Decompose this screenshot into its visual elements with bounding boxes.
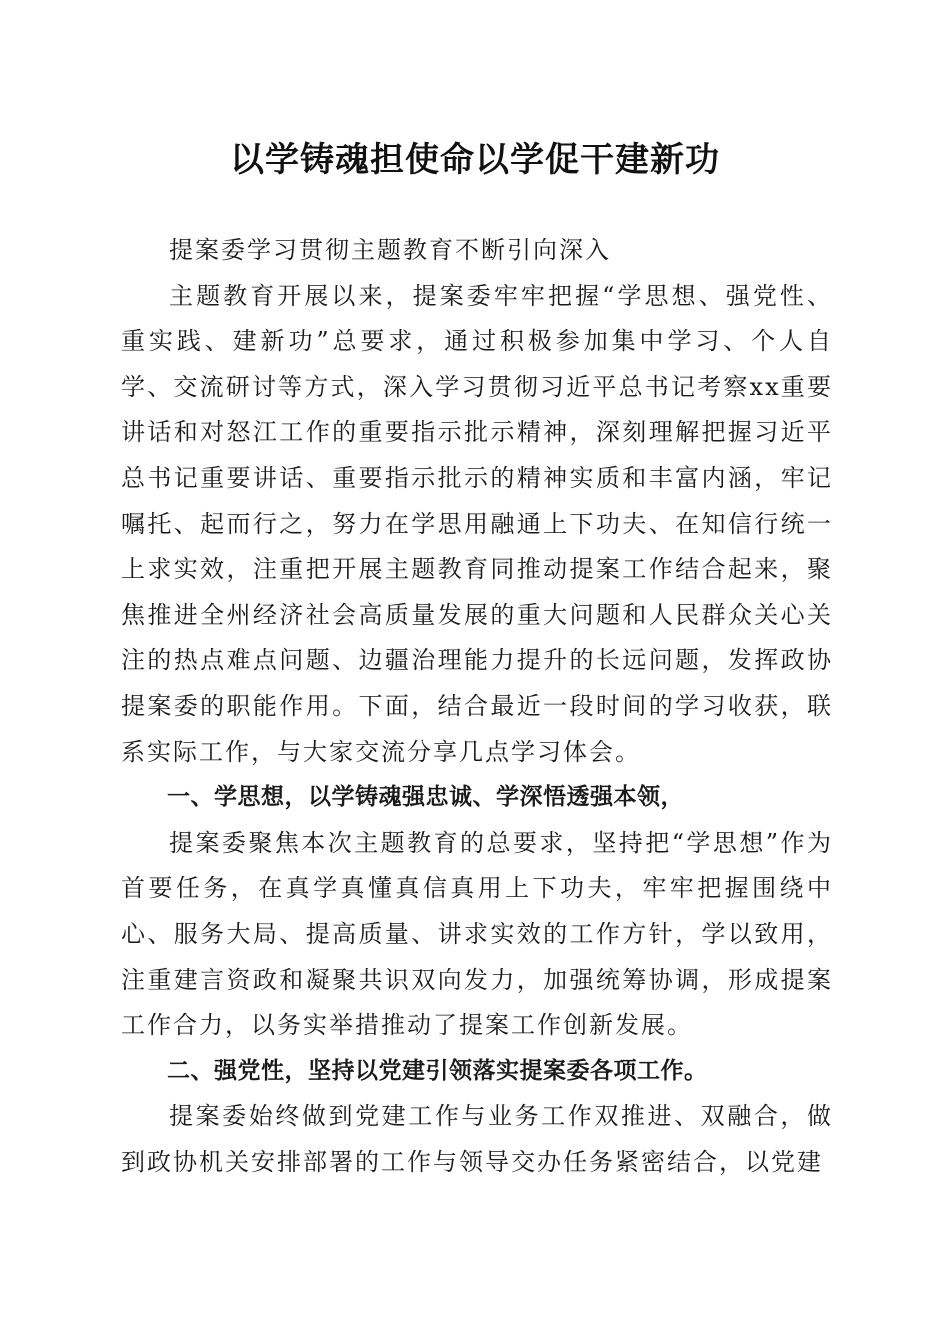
section-1-paragraph: 提案委聚焦本次主题教育的总要求，坚持把“学思想”作为首要任务，在真学真懂真信真用上下功夫，牢牢把握围绕中心、服务大局、提高质量、讲求实效的工作方针，学以致用，注重建言资政和凝聚共识双向发力，加强统筹协调，形成提案工作合力，以务实举措推动了提案工作创新发展。	[121, 828, 833, 1040]
document-title: 以学铸魂担使命以学促干建新功	[230, 140, 720, 180]
subtitle-paragraph: 提案委学习贯彻主题教育不断引向深入	[169, 236, 611, 264]
section-1-heading: 一、学思想，以学铸魂强忠诚、学深悟透强本领，	[167, 784, 684, 811]
document-body	[121, 228, 833, 1185]
section-2-heading: 二、强党性，坚持以党建引领落实提案委各项工作。	[167, 1057, 708, 1084]
section-2-paragraph: 提案委始终做到党建工作与业务工作双推进、双融合，做到政协机关安排部署的工作与领导交办任务紧密结合，以党建	[121, 1102, 833, 1176]
intro-paragraph: 主题教育开展以来，提案委牢牢把握“学思想、强党性、重实践、建新功”总要求，通过积极参加集中学习、个人自学、交流研讨等方式，深入学习贯彻习近平总书记考察xx重要讲话和对怒江工作的重要指示批示精神，深刻理解把握习近平总书记重要讲话、重要指示批示的精神实质和丰富内涵，牢记嘱托、起而行之，努力在学思用融通上下功夫、在知信行统一上求实效，注重把开展主题教育同推动提案工作结合起来，聚焦推进全州经济社会高质量发展的重大问题和人民群众关心关注的热点难点问题、边疆治理能力提升的长远问题，发挥政协提案委的职能作用。下面，结合最近一段时间的学习收获，联系实际工作，与大家交流分享几点学习体会。	[121, 281, 833, 766]
